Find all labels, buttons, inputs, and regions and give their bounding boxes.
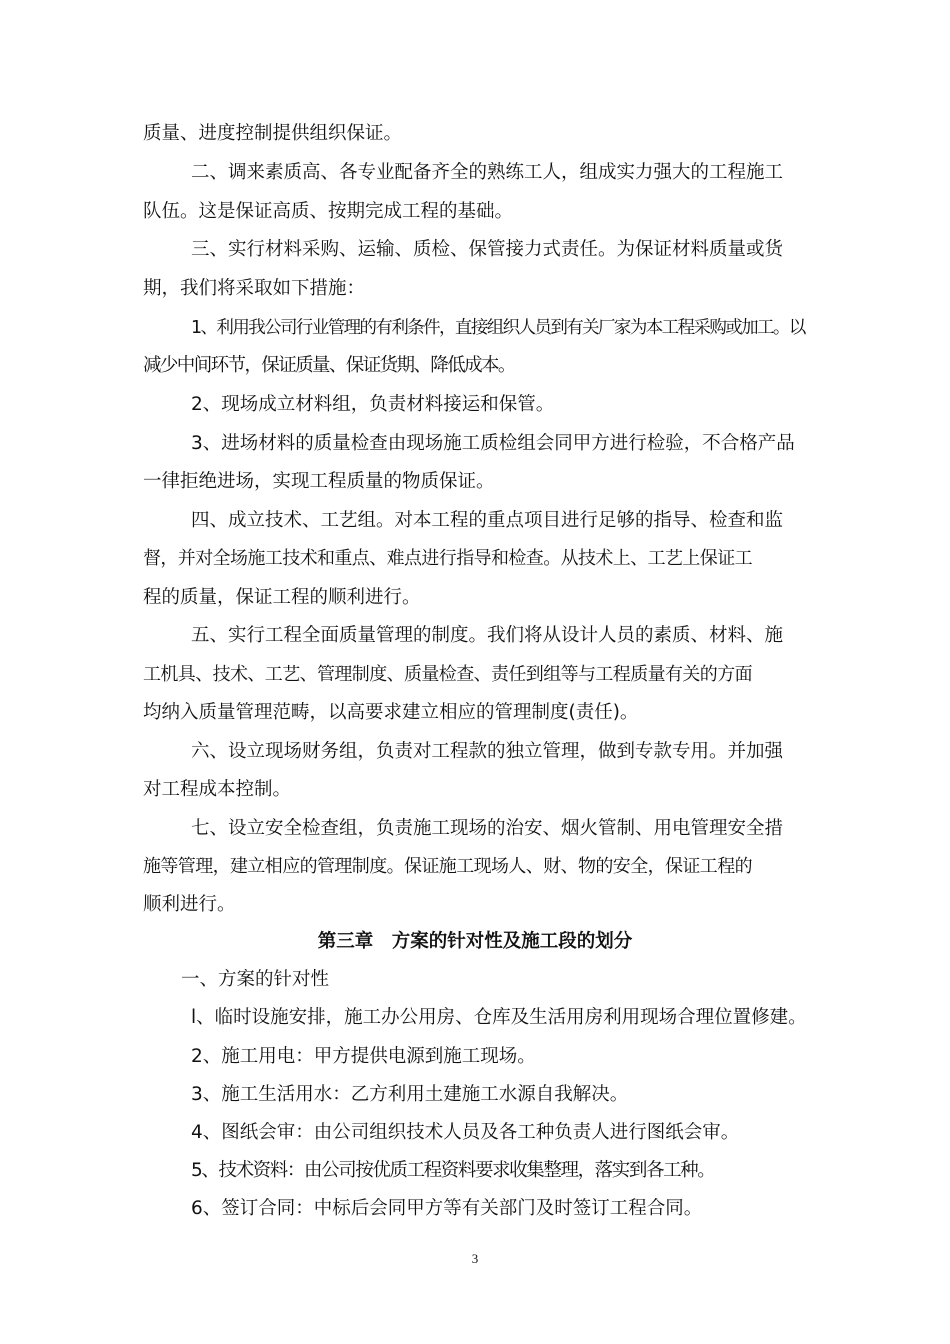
chapter-heading: 第三章 方案的针对性及施工段的划分 (317, 931, 633, 952)
paragraph-line: 对工程成本控制。 (143, 779, 292, 800)
paragraph-line: 1、利用我公司行业管理的有利条件，直接组织人员到有关厂家为本工程采购或加工。以 (191, 318, 805, 338)
list-item: l、临时设施安排，施工办公用房、仓库及生活用房利用现场合理位置修建。 (191, 1007, 807, 1028)
list-item: 2、施工用电：甲方提供电源到施工现场。 (191, 1046, 536, 1067)
paragraph-line: 督，并对全场施工技术和重点、难点进行指导和检查。从技术上、工艺上保证工 (143, 548, 752, 569)
paragraph-line: 一律拒绝进场，实现工程质量的物质保证。 (143, 471, 495, 492)
paragraph-line: 均纳入质量管理范畴，以高要求建立相应的管理制度(责任)。 (143, 702, 639, 723)
paragraph-line: 七、设立安全检查组，负责施工现场的治安、烟火管制、用电管理安全措 (191, 818, 784, 839)
paragraph-line: 2、现场成立材料组，负责材料接运和保管。 (191, 394, 555, 415)
paragraph-line: 期，我们将采取如下措施： (143, 278, 366, 299)
paragraph-line: 五、实行工程全面质量管理的制度。我们将从设计人员的素质、材料、施 (191, 625, 784, 646)
paragraph-line: 施等管理，建立相应的管理制度。保证施工现场人、财、物的安全，保证工程的 (143, 856, 752, 877)
paragraph-line: 队伍。这是保证高质、按期完成工程的基础。 (143, 201, 514, 222)
list-item: 3、施工生活用水：乙方利用土建施工水源自我解决。 (191, 1084, 629, 1105)
paragraph-line: 减少中间环节，保证质量、保证货期、降低成本。 (143, 355, 515, 376)
paragraph-line: 顺利进行。 (143, 894, 236, 915)
paragraph-line: 六、设立现场财务组，负责对工程款的独立管理，做到专款专用。并加强 (191, 741, 784, 762)
paragraph-line: 质量、进度控制提供组织保证。 (143, 123, 403, 144)
paragraph-line: 二、调来素质高、各专业配备齐全的熟练工人，组成实力强大的工程施工 (191, 162, 784, 183)
list-item: 5、技术资料：由公司按优质工程资料要求收集整理，落实到各工种。 (191, 1160, 715, 1181)
paragraph-line: 3、进场材料的质量检查由现场施工质检组会同甲方进行检验，不合格产品 (191, 433, 795, 454)
page-number: 3 (471, 1251, 479, 1266)
paragraph-line: 四、成立技术、工艺组。对本工程的重点项目进行足够的指导、检查和监 (191, 510, 784, 531)
paragraph-line: 工机具、技术、工艺、管理制度、质量检查、责任到组等与工程质量有关的方面 (143, 664, 752, 685)
list-item: 6、签订合同：中标后会同甲方等有关部门及时签订工程合同。 (191, 1198, 703, 1219)
list-item: 4、图纸会审：由公司组织技术人员及各工种负责人进行图纸会审。 (191, 1122, 740, 1143)
paragraph-line: 三、实行材料采购、运输、质检、保管接力式责任。为保证材料质量或货 (191, 239, 784, 260)
paragraph-line: 程的质量，保证工程的顺利进行。 (143, 587, 421, 608)
section-heading: 一、方案的针对性 (181, 969, 330, 990)
